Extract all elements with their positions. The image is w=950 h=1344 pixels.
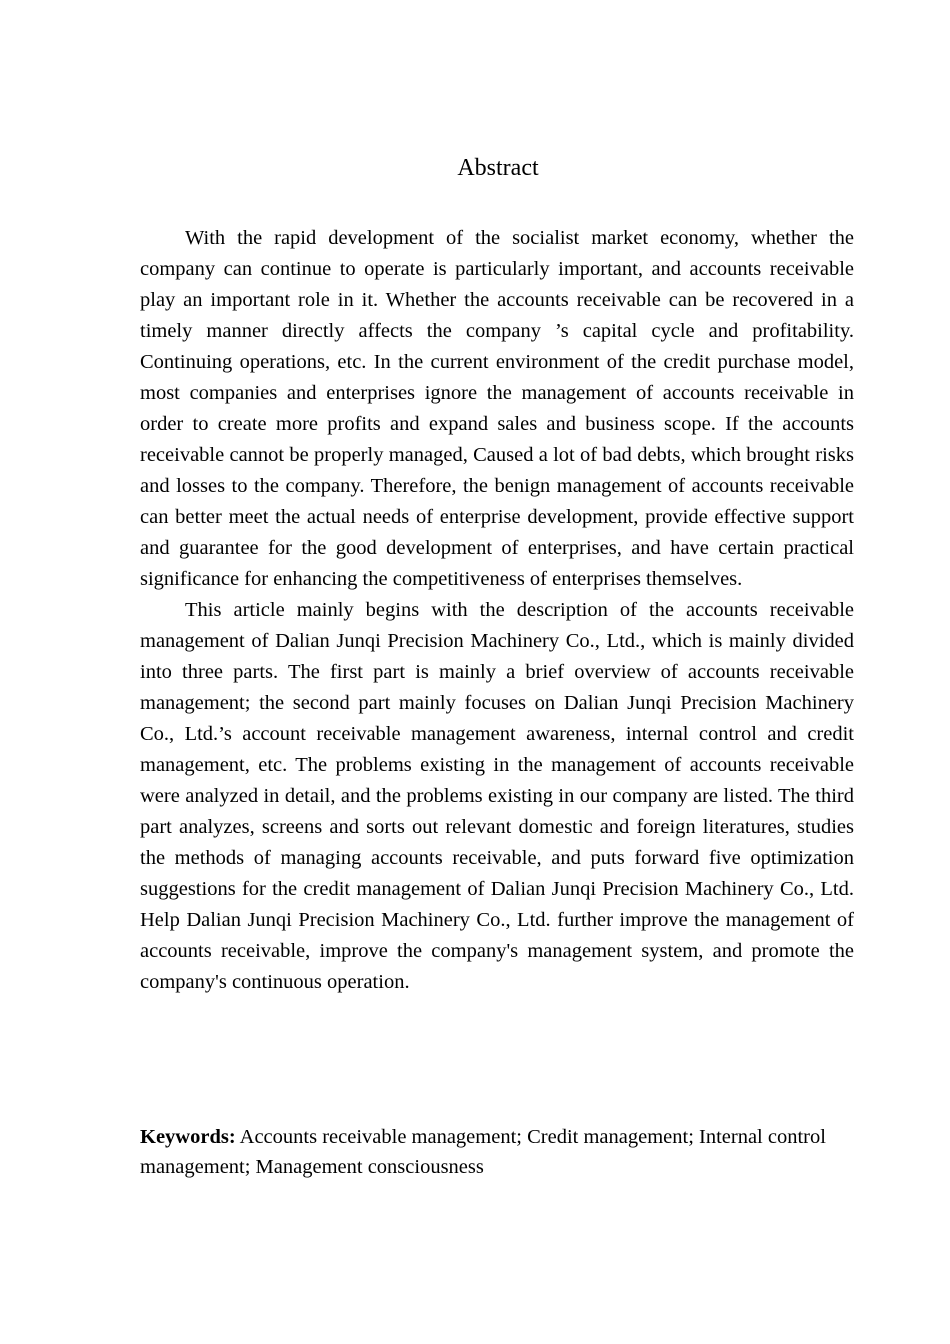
keywords-section (140, 1122, 854, 1182)
abstract-paragraph-2: This article mainly begins with the description of the accounts receivable management of Dalian Junqi Precision Machinery Co., Ltd., which is mainly divided into three parts. The first part is mainly a brief overview of accounts receivable management; the second part mainly focuses on Dalian Junqi Precision Machinery Co., Ltd.’s account receivable management awareness, internal control and credit management, etc. The problems existing in the management of accounts receivable were analyzed in detail, and the problems existing in our company are listed. The third part analyzes, screens and sorts out relevant domestic and foreign literatures, studies the methods of managing accounts receivable, and puts forward five optimization suggestions for the credit management of Dalian Junqi Precision Machinery Co., Ltd. Help Dalian Junqi Precision Machinery Co., Ltd. further improve the management of accounts receivable, improve the company's management system, and promote the company's continuous operation. (140, 599, 854, 993)
abstract-body (140, 223, 854, 998)
abstract-title: Abstract (457, 155, 539, 181)
abstract-paragraph-1: With the rapid development of the socialist market economy, whether the company can continue to operate is particularly important, and accounts receivable play an important role in it. Whether the accounts receivable can be recovered in a timely manner directly affects the company ’s capital cycle and profitability. Continuing operations, etc. In the current environment of the credit purchase model, most companies and enterprises ignore the management of accounts receivable in order to create more profits and expand sales and business scope. If the accounts receivable cannot be properly managed, Caused a lot of bad debts, which brought risks and losses to the company. Therefore, the benign management of accounts receivable can better meet the actual needs of enterprise development, provide effective support and guarantee for the good development of enterprises, and have certain practical significance for enhancing the competitiveness of enterprises themselves. (140, 227, 854, 590)
keywords-text: Accounts receivable management; Credit management; Internal control management; Management consciousness (140, 1126, 826, 1178)
keywords-label: Keywords: (140, 1126, 236, 1148)
